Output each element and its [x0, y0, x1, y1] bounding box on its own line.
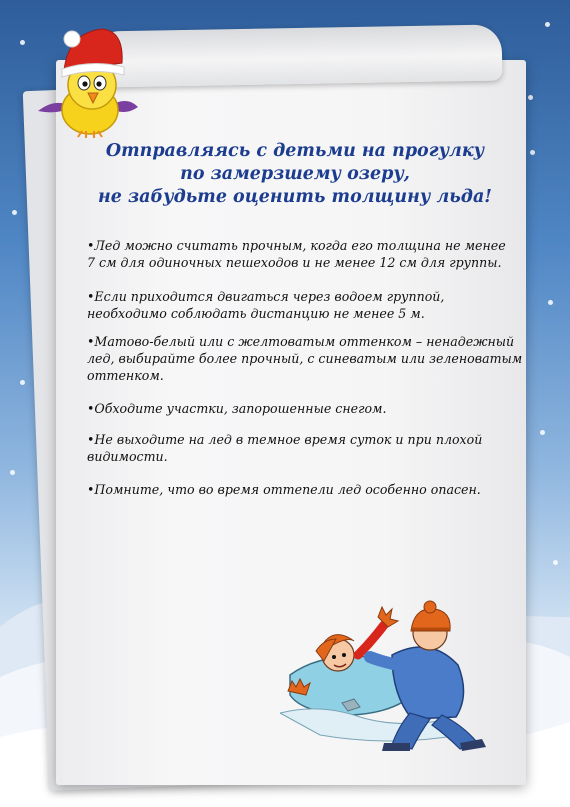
heading-line: Отправляясь с детьми на прогулку — [105, 141, 485, 161]
snowflake — [20, 40, 25, 45]
tip-text: •Помните, что во время оттепели лед особенно опасен. — [87, 482, 481, 497]
snowflake — [12, 210, 17, 215]
tip-text: •Лед можно считать прочным, когда его толщина не менее — [87, 238, 506, 253]
tip-text: 7 см для одиночных пешеходов и не менее 12 см для группы. — [87, 255, 502, 270]
tip-text: лед, выбирайте более прочный, с синеватым или зеленоватым — [87, 351, 523, 366]
heading-line: не забудьте оценить толщину льда! — [98, 187, 492, 207]
tip-text: •Матово-белый или с желтоватым оттенком – ненадежный — [87, 334, 515, 349]
snowflake — [548, 300, 553, 305]
tip-text: необходимо соблюдать дистанцию не менее 5 м. — [87, 306, 425, 321]
tip-text: видимости. — [87, 449, 168, 464]
tip-item — [87, 481, 517, 498]
tip-text: •Не выходите на лед в темное время суток и при плохой — [87, 432, 483, 447]
ice-rescue-illustration — [280, 595, 500, 755]
tip-item — [87, 400, 517, 417]
snowflake — [528, 95, 533, 100]
bird-with-santa-hat-icon — [28, 15, 140, 140]
tip-item — [87, 431, 517, 465]
tip-text: оттенком. — [87, 368, 164, 383]
paper-curl — [92, 24, 503, 87]
tip-item — [87, 333, 523, 384]
tip-text: •Если приходится двигаться через водоем группой, — [87, 289, 445, 304]
snowflake — [530, 150, 535, 155]
heading-line: по замерзшему озеру, — [180, 164, 410, 184]
tip-item — [87, 237, 517, 271]
snowflake — [545, 22, 550, 27]
page-heading — [80, 140, 510, 209]
tip-item — [87, 288, 517, 322]
tip-text: •Обходите участки, запорошенные снегом. — [87, 401, 387, 416]
snowflake — [540, 430, 545, 435]
snowflake — [20, 380, 25, 385]
snowflake — [10, 470, 15, 475]
